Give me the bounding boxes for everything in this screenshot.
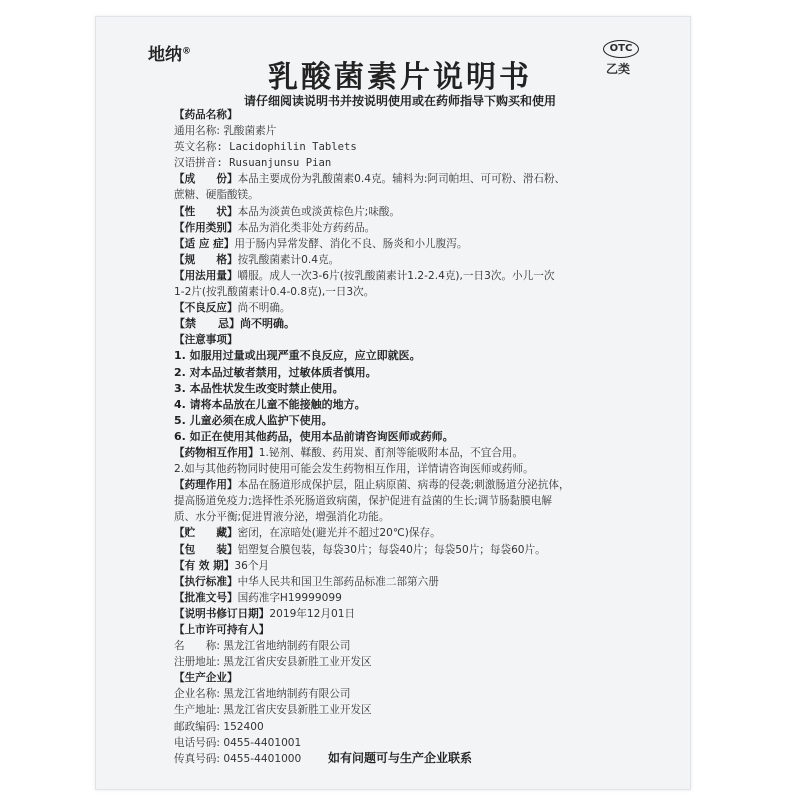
brand-logo: 地纳® — [148, 45, 191, 65]
registered-mark: ® — [182, 46, 191, 57]
pharmacology-row-cont: 提高肠道免疫力;选择性杀死肠道致病菌，保护促进有益菌的生长;调节肠黏膜电解 — [174, 495, 552, 508]
specification-row: 【规 格】按乳酸菌素计0.4克。 — [174, 253, 340, 266]
storage-row: 【贮 藏】密闭，在凉暗处(避光并不超过20℃)保存。 — [174, 527, 441, 540]
manufacturer-address-row: 生产地址: 黑龙江省庆安县新胜工业开发区 — [174, 704, 372, 717]
precaution-item: 1. 如服用过量或出现严重不良反应，应立即就医。 — [174, 349, 421, 363]
pharmacology-row: 【药理作用】本品在肠道形成保护层，阻止病原菌、病毒的侵袭;刺激肠道分泌抗体， — [174, 479, 570, 492]
approval-row: 【批准文号】国药准字H19999099 — [174, 591, 342, 604]
precaution-item: 4. 请将本品放在儿童不能接触的地方。 — [174, 397, 366, 411]
standard-row: 【执行标准】中华人民共和国卫生部药品标准二部第六册 — [174, 575, 439, 588]
mah-heading: 【上市许可持有人】 — [174, 624, 270, 636]
dosage-row: 【用法用量】嚼服。成人一次3-6片(按乳酸菌素计1.2-2.4克),一日3次。小儿一次 — [174, 269, 555, 282]
precaution-item: 2. 对本品过敏者禁用，过敏体质者慎用。 — [174, 365, 377, 379]
otc-badge: OTC — [603, 40, 639, 58]
manufacturer-postcode-row: 邮政编码: 152400 — [174, 720, 264, 733]
precaution-item: 5. 儿童必须在成人监护下使用。 — [174, 413, 333, 427]
precaution-item: 6. 如正在使用其他药品，使用本品前请咨询医师或药师。 — [174, 429, 454, 443]
composition-row-cont: 蔗糖、硬脂酸镁。 — [174, 189, 259, 202]
manufacturer-phone-row: 电话号码: 0455-4401001 — [174, 736, 302, 749]
contraindications-row: 【禁 忌】尚不明确。 — [174, 317, 295, 331]
precautions-heading: 【注意事项】 — [174, 334, 238, 347]
interactions-row: 【药物相互作用】1.铋剂、鞣酸、药用炭、酊剂等能吸附本品，不宜合用。 — [174, 446, 524, 459]
manufacturer-heading: 【生产企业】 — [174, 672, 238, 685]
mah-address-row: 注册地址: 黑龙江省庆安县新胜工业开发区 — [174, 656, 372, 669]
manufacturer-fax-row: 传真号码: 0455-4401000 — [174, 752, 302, 765]
properties-row: 【性 状】本品为淡黄色或淡黄棕色片;味酸。 — [174, 205, 401, 218]
document-title: 乳酸菌素片说明书 — [268, 60, 532, 95]
category-row: 【作用类别】本品为消化类非处方药药品。 — [174, 221, 376, 234]
indications-row: 【适 应 症】用于肠内异常发酵、消化不良、肠炎和小儿腹泻。 — [174, 237, 468, 250]
precaution-item: 3. 本品性状发生改变时禁止使用。 — [174, 381, 344, 395]
english-name-row: 英文名称: Lacidophilin Tablets — [174, 141, 357, 154]
product-name-heading: 【药品名称】 — [174, 109, 238, 121]
footer-contact-note: 如有问题可与生产企业联系 — [327, 751, 472, 765]
validity-row: 【有 效 期】36个月 — [174, 559, 270, 572]
mah-name-row: 名 称: 黑龙江省地纳制药有限公司 — [174, 640, 351, 653]
generic-name-row: 通用名称: 乳酸菌素片 — [174, 125, 277, 138]
interactions-row-cont: 2.如与其他药物同时使用可能会发生药物相互作用，详情请咨询医师或药师。 — [174, 463, 534, 476]
document-subtitle: 请仔细阅读说明书并按说明使用或在药师指导下购买和使用 — [243, 94, 556, 108]
dosage-row-cont: 1-2片(按乳酸菌素计0.4-0.8克),一日3次。 — [174, 286, 375, 299]
pinyin-name-row: 汉语拼音: Rusuanjunsu Pian — [174, 157, 332, 170]
composition-row: 【成 份】本品主要成份为乳酸菌素0.4克。辅料为:阿司帕坦、可可粉、滑石粉、 — [174, 173, 566, 186]
otc-class-label: 乙类 — [606, 62, 631, 76]
leaflet-body — [174, 107, 664, 767]
adverse-row: 【不良反应】尚不明确。 — [174, 302, 291, 315]
revision-date-row: 【说明书修订日期】2019年12月01日 — [174, 607, 356, 620]
manufacturer-company-row: 企业名称: 黑龙江省地纳制药有限公司 — [174, 688, 351, 701]
pharmacology-row-cont: 质、水分平衡;促进胃液分泌，增强消化功能。 — [174, 511, 390, 524]
packaging-row: 【包 装】铝塑复合膜包装，每袋30片；每袋40片；每袋50片；每袋60片。 — [174, 543, 546, 556]
